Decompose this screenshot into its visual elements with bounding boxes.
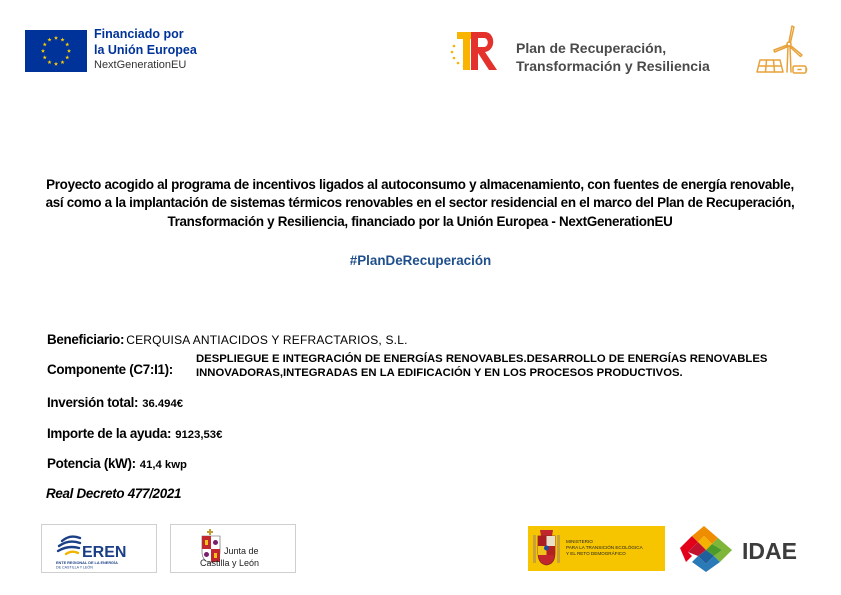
eu-funding-line2: la Unión Europea	[94, 42, 197, 57]
royal-decree: Real Decreto 477/2021	[46, 486, 182, 501]
aid-amount-row	[47, 425, 222, 443]
investment-value: 36.494€	[142, 398, 184, 410]
ministerio-line1: MINISTERIO	[566, 539, 593, 544]
investment-row	[47, 394, 183, 412]
beneficiary-value: CERQUISA ANTIACIDOS Y REFRACTARIOS, S.L.	[126, 333, 408, 347]
investment-label: Inversión total:	[47, 395, 139, 410]
ministerio-line3: Y EL RETO DEMOGRÁFICO	[566, 551, 626, 556]
eren-logo	[41, 524, 157, 573]
ministerio-line2: PARA LA TRANSICIÓN ECOLÓGICA	[566, 545, 643, 550]
eu-funding-line1: Financiado por	[94, 27, 184, 41]
aid-amount-value: 9123,53€	[175, 429, 223, 441]
beneficiary-row	[47, 331, 408, 349]
eu-funding-text	[94, 27, 197, 73]
prtr-title-line1: Plan de Recuperación,	[516, 40, 667, 56]
component-value-line1: DESPLIEGUE E INTEGRACIÓN DE ENERGÍAS RENOVABLES.DESARROLLO DE ENERGÍAS RENOVABLES	[196, 353, 768, 365]
windmill-solar-icon	[754, 24, 810, 78]
prtr-title-line2: Transformación y Resiliencia	[516, 57, 710, 74]
component-row	[47, 353, 768, 379]
power-label: Potencia (kW):	[47, 456, 136, 471]
project-description: Proyecto acogido al programa de incentivos ligados al autoconsumo y almacenamiento, con fuentes de energía renovable, así como a la implantación de sistemas térmicos renovables en el sector residencial en el marco del Plan de Recuperación, Transformación y Resiliencia, financiado por la Unión Europea - NextGenerationEU	[45, 177, 795, 229]
idae-logo	[676, 524, 816, 574]
eren-subtitle-1: ENTE REGIONAL DE LA ENERGÍA	[56, 561, 118, 565]
castilla-leon-shield-icon	[171, 525, 295, 572]
eu-funding-line3: NextGenerationEU	[94, 59, 187, 72]
eren-logo-icon	[42, 525, 156, 572]
power-value: 41,4 kwp	[139, 459, 187, 471]
eu-flag-icon	[25, 30, 87, 72]
beneficiary-label: Beneficiario:	[47, 332, 125, 347]
eren-name: EREN	[82, 544, 127, 561]
jcyl-name-line1: Junta de	[224, 546, 259, 556]
recovery-hashtag: #PlanDeRecuperación	[349, 253, 492, 268]
idae-logo-icon	[676, 524, 816, 574]
prtr-title	[516, 40, 710, 76]
power-row	[47, 455, 187, 473]
component-label: Componente (C7:I1):	[47, 362, 173, 377]
idae-name: IDAE	[742, 538, 797, 564]
component-value	[196, 353, 767, 380]
eren-subtitle-2: DE CASTILLA Y LEÓN	[56, 565, 93, 570]
aid-amount-label: Importe de la ayuda:	[47, 426, 172, 441]
junta-castilla-leon-logo	[170, 524, 296, 573]
jcyl-name-line2: Castilla y León	[200, 558, 260, 568]
ministerio-logo	[528, 526, 665, 571]
prtr-logo-icon	[447, 28, 505, 74]
spain-coat-of-arms-icon	[528, 526, 665, 571]
component-value-line2: INNOVADORAS,INTEGRADAS EN LA EDIFICACIÓN Y EN LOS PROCESOS PRODUCTIVOS.	[196, 366, 683, 379]
